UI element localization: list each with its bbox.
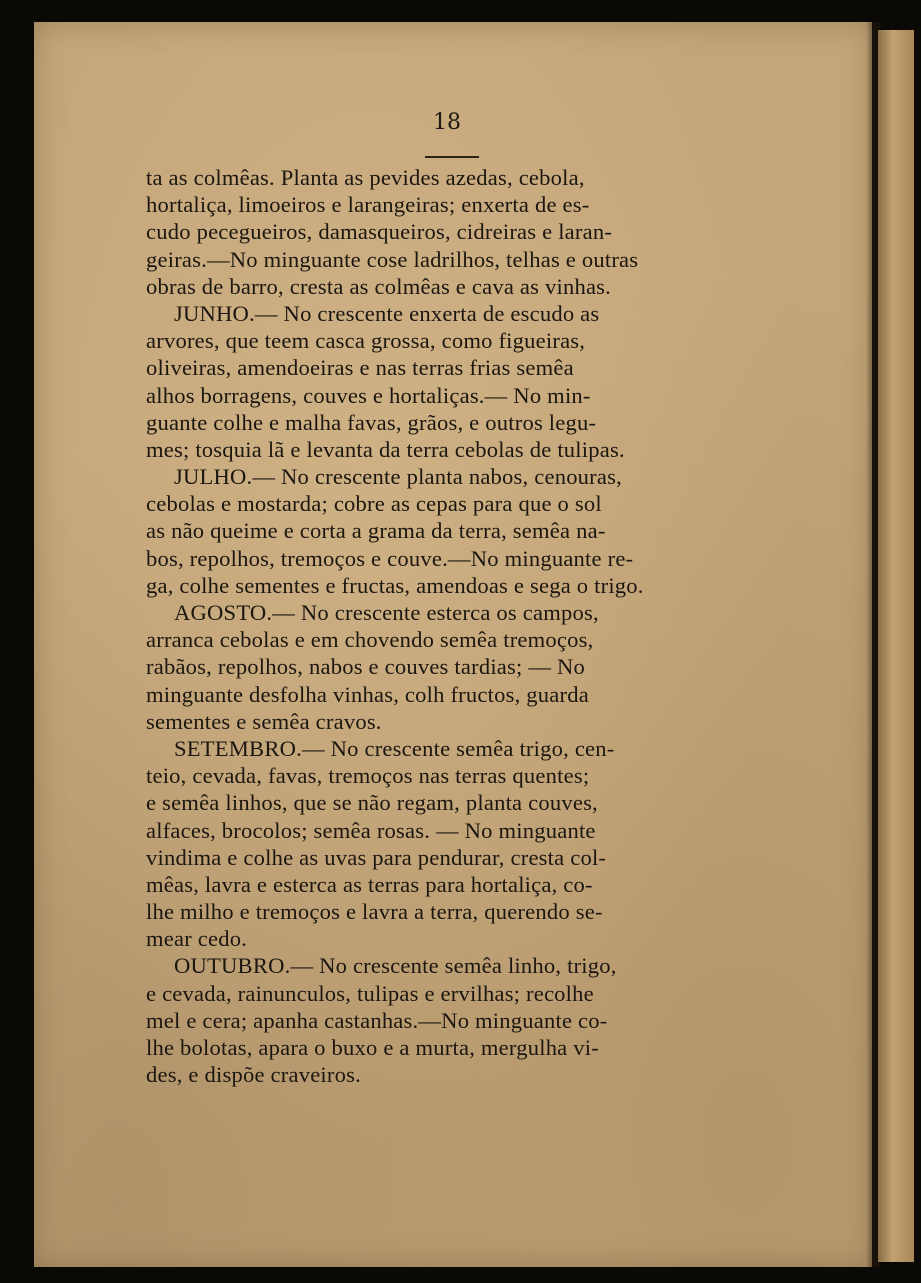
text-line: alfaces, brocolos; semêa rosas. — No minguante bbox=[146, 817, 596, 843]
text-line: teio, cevada, favas, tremoços nas terras quentes; bbox=[146, 763, 590, 789]
text-line: ga, colhe sementes e fructas, amendoas e sega o trigo. bbox=[146, 572, 644, 598]
text-line: mel e cera; apanha castanhas.—No minguante co- bbox=[146, 1007, 608, 1033]
text-line: sementes e semêa cravos. bbox=[146, 708, 382, 734]
text-line: lhe milho e tremoços e lavra a terra, querendo se- bbox=[146, 899, 603, 925]
text-line: lhe bolotas, apara o buxo e a murta, mergulha vi- bbox=[146, 1035, 599, 1060]
text-line: arranca cebolas e em chovendo semêa tremoços, bbox=[146, 627, 594, 653]
text-line: JULHO.— No crescente planta nabos, cenouras, bbox=[174, 464, 622, 490]
page-number: 18 bbox=[433, 110, 461, 135]
text-line: rabãos, repolhos, nabos e couves tardias; — No bbox=[146, 654, 585, 680]
text-line: as não queime e corta a grama da terra, semêa na- bbox=[146, 518, 606, 544]
body-text bbox=[146, 164, 766, 1088]
text-line: mes; tosquia lã e levanta da terra cebolas de tulipas. bbox=[146, 436, 625, 462]
text-line: bos, repolhos, tremoços e couve.—No minguante re- bbox=[146, 545, 634, 571]
text-line: oliveiras, amendoeiras e nas terras frias semêa bbox=[146, 355, 574, 381]
text-line: mêas, lavra e esterca as terras para hortaliça, co- bbox=[146, 871, 593, 897]
text-line: obras de barro, cresta as colmêas e cava as vinhas. bbox=[146, 273, 612, 299]
header-rule bbox=[425, 156, 479, 158]
text-line: e semêa linhos, que se não regam, planta couves, bbox=[146, 790, 598, 816]
text-line: guante colhe e malha favas, grãos, e outros legu- bbox=[146, 409, 597, 435]
text-line: e cevada, rainunculos, tulipas e ervilhas; recolhe bbox=[146, 980, 594, 1006]
text-line: JUNHO.— No crescente enxerta de escudo as bbox=[174, 300, 600, 326]
text-line: arvores, que teem casca grossa, como figueiras, bbox=[146, 328, 586, 354]
text-line: geiras.—No minguante cose ladrilhos, telhas e outras bbox=[146, 246, 639, 272]
text-line: cebolas e mostarda; cobre as cepas para que o sol bbox=[146, 491, 602, 517]
text-line: minguante desfolha vinhas, colh fructos, guarda bbox=[146, 681, 589, 707]
text-line: hortaliça, limoeiros e larangeiras; enxerta de es- bbox=[146, 192, 590, 218]
text-line: vindima e colhe as uvas para pendurar, cresta col- bbox=[146, 844, 607, 870]
text-line: OUTUBRO.— No crescente semêa linho, trigo, bbox=[174, 953, 617, 979]
adjacent-page-edge bbox=[878, 30, 914, 1262]
text-line: SETEMBRO.— No crescente semêa trigo, cen- bbox=[174, 735, 615, 761]
text-line: alhos borragens, couves e hortaliças.— No min- bbox=[146, 382, 591, 408]
text-line: ta as colmêas. Planta as pevides azedas, cebola, bbox=[146, 165, 585, 190]
text-line: des, e dispõe craveiros. bbox=[146, 1062, 361, 1088]
text-line: AGOSTO.— No crescente esterca os campos, bbox=[174, 600, 599, 625]
text-line: mear cedo. bbox=[146, 926, 248, 952]
text-line: cudo pecegueiros, damasqueiros, cidreiras e laran- bbox=[146, 219, 613, 245]
